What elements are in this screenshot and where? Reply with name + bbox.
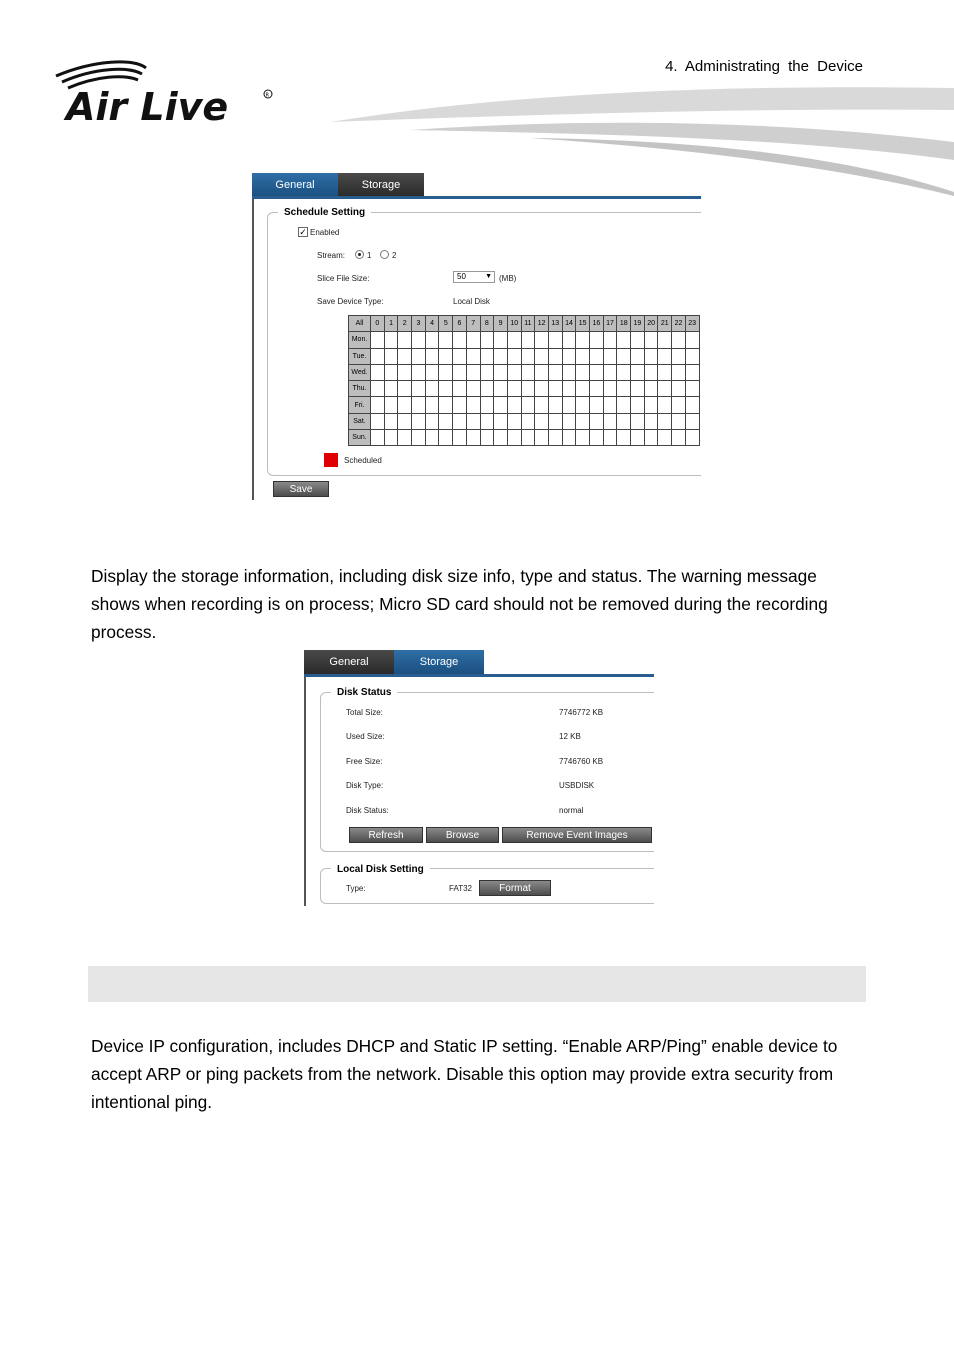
grid-slot-cell[interactable]	[658, 381, 672, 397]
section-heading-bar	[88, 966, 866, 1002]
used-size-value: 12 KB	[559, 732, 581, 741]
disk-status-label: Disk Status:	[346, 806, 389, 815]
grid-slot-cell[interactable]	[685, 430, 699, 446]
grid-slot-cell[interactable]	[398, 397, 412, 413]
grid-slot-cell[interactable]	[617, 364, 631, 380]
grid-slot-cell[interactable]	[521, 364, 535, 380]
grid-slot-cell[interactable]	[439, 332, 453, 348]
grid-slot-cell[interactable]	[507, 364, 521, 380]
grid-slot-cell[interactable]	[603, 364, 617, 380]
grid-slot-cell[interactable]	[371, 332, 385, 348]
tab-general[interactable]: General	[252, 173, 338, 197]
grid-slot-cell[interactable]	[548, 364, 562, 380]
grid-day-header[interactable]: Wed.	[349, 364, 371, 380]
slice-unit-label: (MB)	[499, 274, 517, 283]
grid-slot-cell[interactable]	[480, 430, 494, 446]
grid-slot-cell[interactable]	[617, 381, 631, 397]
grid-slot-cell[interactable]	[398, 413, 412, 429]
grid-slot-cell[interactable]	[480, 381, 494, 397]
schedule-setting-legend: Schedule Setting	[278, 207, 371, 218]
save-device-type-value: Local Disk	[453, 297, 490, 306]
grid-slot-cell[interactable]	[658, 430, 672, 446]
grid-slot-cell[interactable]	[644, 413, 658, 429]
grid-slot-cell[interactable]	[672, 397, 686, 413]
grid-slot-cell[interactable]	[535, 430, 549, 446]
grid-slot-cell[interactable]	[562, 413, 576, 429]
grid-day-header[interactable]: Thu.	[349, 381, 371, 397]
storage-screenshot	[304, 650, 654, 906]
grid-slot-cell[interactable]	[371, 413, 385, 429]
grid-slot-cell[interactable]	[562, 397, 576, 413]
grid-slot-cell[interactable]	[685, 381, 699, 397]
svg-text:Air Live: Air Live	[66, 85, 229, 126]
grid-slot-cell[interactable]	[466, 348, 480, 364]
grid-hour-header[interactable]: 17	[603, 316, 617, 332]
grid-slot-cell[interactable]	[412, 413, 426, 429]
grid-slot-cell[interactable]	[384, 332, 398, 348]
grid-hour-header[interactable]: 5	[439, 316, 453, 332]
grid-day-header[interactable]: Mon.	[349, 332, 371, 348]
grid-slot-cell[interactable]	[672, 430, 686, 446]
grid-slot-cell[interactable]	[576, 430, 590, 446]
grid-slot-cell[interactable]	[576, 381, 590, 397]
slice-file-size-label: Slice File Size:	[317, 274, 370, 283]
grid-slot-cell[interactable]	[548, 430, 562, 446]
scheduled-color-swatch	[324, 453, 338, 467]
grid-hour-header[interactable]: 21	[658, 316, 672, 332]
grid-slot-cell[interactable]	[507, 397, 521, 413]
grid-slot-cell[interactable]	[685, 348, 699, 364]
grid-slot-cell[interactable]	[384, 348, 398, 364]
grid-slot-cell[interactable]	[548, 397, 562, 413]
grid-slot-cell[interactable]	[521, 332, 535, 348]
grid-slot-cell[interactable]	[535, 364, 549, 380]
grid-hour-header[interactable]: 11	[521, 316, 535, 332]
grid-slot-cell[interactable]	[576, 397, 590, 413]
grid-slot-cell[interactable]	[644, 332, 658, 348]
grid-slot-cell[interactable]	[617, 332, 631, 348]
local-disk-setting-legend: Local Disk Setting	[331, 864, 430, 875]
grid-slot-cell[interactable]	[425, 364, 439, 380]
grid-slot-cell[interactable]	[439, 348, 453, 364]
tab-underline	[252, 196, 701, 199]
grid-slot-cell[interactable]	[466, 413, 480, 429]
grid-slot-cell[interactable]	[371, 397, 385, 413]
grid-slot-cell[interactable]	[466, 332, 480, 348]
grid-slot-cell[interactable]	[384, 397, 398, 413]
format-button[interactable]: Format	[479, 880, 551, 896]
grid-slot-cell[interactable]	[521, 397, 535, 413]
grid-slot-cell[interactable]	[507, 348, 521, 364]
grid-hour-header[interactable]: 16	[590, 316, 604, 332]
grid-slot-cell[interactable]	[412, 381, 426, 397]
grid-slot-cell[interactable]	[480, 348, 494, 364]
grid-slot-cell[interactable]	[480, 397, 494, 413]
grid-slot-cell[interactable]	[439, 397, 453, 413]
grid-slot-cell[interactable]	[644, 397, 658, 413]
grid-slot-cell[interactable]	[590, 348, 604, 364]
grid-slot-cell[interactable]	[603, 413, 617, 429]
grid-hour-header[interactable]: 14	[562, 316, 576, 332]
scheduled-legend-label: Scheduled	[344, 456, 382, 465]
grid-hour-header[interactable]: 15	[576, 316, 590, 332]
grid-slot-cell[interactable]	[562, 364, 576, 380]
grid-slot-cell[interactable]	[453, 348, 467, 364]
stream-2-label: 2	[392, 251, 397, 260]
grid-slot-cell[interactable]	[631, 430, 645, 446]
grid-slot-cell[interactable]	[412, 397, 426, 413]
grid-slot-cell[interactable]	[425, 413, 439, 429]
grid-slot-cell[interactable]	[658, 397, 672, 413]
disk-type-value: USBDISK	[559, 781, 595, 790]
free-size-label: Free Size:	[346, 757, 383, 766]
grid-slot-cell[interactable]	[384, 381, 398, 397]
remove-event-images-button[interactable]: Remove Event Images	[502, 827, 652, 843]
grid-slot-cell[interactable]	[603, 348, 617, 364]
grid-slot-cell[interactable]	[398, 364, 412, 380]
grid-slot-cell[interactable]	[685, 332, 699, 348]
grid-hour-header[interactable]: 20	[644, 316, 658, 332]
grid-slot-cell[interactable]	[453, 364, 467, 380]
grid-slot-cell[interactable]	[466, 397, 480, 413]
airlive-logo	[54, 60, 284, 126]
grid-all-header[interactable]: All	[349, 316, 371, 332]
tab-storage[interactable]: Storage	[394, 650, 484, 674]
grid-hour-header[interactable]: 22	[672, 316, 686, 332]
grid-slot-cell[interactable]	[562, 381, 576, 397]
grid-slot-cell[interactable]	[480, 332, 494, 348]
grid-hour-header[interactable]: 6	[453, 316, 467, 332]
grid-slot-cell[interactable]	[507, 381, 521, 397]
grid-slot-cell[interactable]	[494, 364, 508, 380]
save-button[interactable]: Save	[273, 481, 329, 497]
svg-text:R: R	[265, 92, 269, 99]
grid-slot-cell[interactable]	[480, 413, 494, 429]
total-size-label: Total Size:	[346, 708, 383, 717]
grid-slot-cell[interactable]	[548, 348, 562, 364]
grid-slot-cell[interactable]	[548, 413, 562, 429]
grid-slot-cell[interactable]	[521, 348, 535, 364]
grid-slot-cell[interactable]	[453, 430, 467, 446]
grid-hour-header[interactable]: 2	[398, 316, 412, 332]
grid-hour-header[interactable]: 1	[384, 316, 398, 332]
grid-slot-cell[interactable]	[521, 413, 535, 429]
grid-slot-cell[interactable]	[507, 430, 521, 446]
grid-slot-cell[interactable]	[425, 332, 439, 348]
grid-slot-cell[interactable]	[603, 397, 617, 413]
browse-button[interactable]: Browse	[426, 827, 499, 843]
grid-slot-cell[interactable]	[617, 348, 631, 364]
free-size-value: 7746760 KB	[559, 757, 604, 766]
grid-slot-cell[interactable]	[453, 381, 467, 397]
schedule-settings-screenshot	[252, 167, 701, 500]
slice-file-size-select[interactable]	[453, 271, 495, 283]
used-size-label: Used Size:	[346, 732, 385, 741]
grid-slot-cell[interactable]	[576, 332, 590, 348]
grid-slot-cell[interactable]	[535, 348, 549, 364]
grid-slot-cell[interactable]	[453, 397, 467, 413]
grid-slot-cell[interactable]	[371, 381, 385, 397]
grid-slot-cell[interactable]	[644, 430, 658, 446]
grid-hour-header[interactable]: 0	[371, 316, 385, 332]
grid-slot-cell[interactable]	[371, 430, 385, 446]
grid-hour-header[interactable]: 12	[535, 316, 549, 332]
grid-slot-cell[interactable]	[631, 381, 645, 397]
chevron-down-icon: ▼	[485, 273, 492, 280]
grid-slot-cell[interactable]	[617, 397, 631, 413]
stream-label: Stream:	[317, 251, 346, 260]
grid-slot-cell[interactable]	[384, 430, 398, 446]
grid-slot-cell[interactable]	[521, 381, 535, 397]
grid-slot-cell[interactable]	[494, 381, 508, 397]
grid-slot-cell[interactable]	[672, 332, 686, 348]
disk-status-value: normal	[559, 806, 584, 815]
grid-slot-cell[interactable]	[576, 413, 590, 429]
grid-slot-cell[interactable]	[631, 348, 645, 364]
grid-hour-header[interactable]: 4	[425, 316, 439, 332]
grid-slot-cell[interactable]	[590, 397, 604, 413]
grid-slot-cell[interactable]	[658, 332, 672, 348]
grid-hour-header[interactable]: 23	[685, 316, 699, 332]
tab-storage[interactable]: Storage	[338, 173, 424, 197]
grid-day-header[interactable]: Fri.	[349, 397, 371, 413]
grid-slot-cell[interactable]	[617, 413, 631, 429]
grid-slot-cell[interactable]	[412, 332, 426, 348]
grid-slot-cell[interactable]	[590, 364, 604, 380]
grid-slot-cell[interactable]	[562, 332, 576, 348]
grid-slot-cell[interactable]	[439, 381, 453, 397]
grid-slot-cell[interactable]	[371, 364, 385, 380]
grid-slot-cell[interactable]	[685, 413, 699, 429]
grid-hour-header[interactable]: 19	[631, 316, 645, 332]
grid-slot-cell[interactable]	[384, 413, 398, 429]
grid-slot-cell[interactable]	[412, 364, 426, 380]
enabled-checkbox[interactable]: ✓	[299, 227, 307, 237]
grid-slot-cell[interactable]	[371, 348, 385, 364]
grid-slot-cell[interactable]	[631, 413, 645, 429]
tab-general[interactable]: General	[304, 650, 394, 674]
grid-slot-cell[interactable]	[562, 348, 576, 364]
grid-slot-cell[interactable]	[603, 430, 617, 446]
grid-hour-header[interactable]: 9	[494, 316, 508, 332]
grid-slot-cell[interactable]	[631, 332, 645, 348]
grid-hour-header[interactable]: 10	[507, 316, 521, 332]
disk-type-label: Disk Type:	[346, 781, 384, 790]
grid-slot-cell[interactable]	[658, 413, 672, 429]
grid-slot-cell[interactable]	[562, 430, 576, 446]
grid-slot-cell[interactable]	[521, 430, 535, 446]
grid-slot-cell[interactable]	[590, 413, 604, 429]
grid-slot-cell[interactable]	[466, 430, 480, 446]
grid-slot-cell[interactable]	[617, 430, 631, 446]
panel-left-border	[252, 199, 254, 500]
grid-slot-cell[interactable]	[466, 364, 480, 380]
grid-slot-cell[interactable]	[535, 413, 549, 429]
stream-2-radio[interactable]	[380, 250, 389, 259]
grid-slot-cell[interactable]	[535, 332, 549, 348]
grid-slot-cell[interactable]	[535, 397, 549, 413]
grid-slot-cell[interactable]	[672, 348, 686, 364]
grid-slot-cell[interactable]	[439, 413, 453, 429]
grid-hour-header[interactable]: 7	[466, 316, 480, 332]
grid-slot-cell[interactable]	[672, 413, 686, 429]
grid-slot-cell[interactable]	[535, 381, 549, 397]
grid-slot-cell[interactable]	[548, 332, 562, 348]
grid-slot-cell[interactable]	[644, 364, 658, 380]
grid-slot-cell[interactable]	[425, 430, 439, 446]
grid-slot-cell[interactable]	[576, 364, 590, 380]
grid-hour-header[interactable]: 13	[548, 316, 562, 332]
grid-day-header[interactable]: Sun.	[349, 430, 371, 446]
total-size-value: 7746772 KB	[559, 708, 604, 717]
grid-slot-cell[interactable]	[384, 364, 398, 380]
grid-slot-cell[interactable]	[644, 348, 658, 364]
grid-slot-cell[interactable]	[631, 397, 645, 413]
grid-slot-cell[interactable]	[398, 430, 412, 446]
grid-slot-cell[interactable]	[631, 364, 645, 380]
grid-slot-cell[interactable]	[658, 364, 672, 380]
grid-slot-cell[interactable]	[507, 332, 521, 348]
chapter-heading: 4. Administrating the Device	[665, 58, 863, 75]
grid-hour-header[interactable]: 3	[412, 316, 426, 332]
type-label: Type:	[346, 884, 366, 893]
refresh-button[interactable]: Refresh	[349, 827, 423, 843]
grid-slot-cell[interactable]	[494, 332, 508, 348]
grid-slot-cell[interactable]	[644, 381, 658, 397]
grid-slot-cell[interactable]	[480, 364, 494, 380]
grid-slot-cell[interactable]	[453, 332, 467, 348]
grid-slot-cell[interactable]	[548, 381, 562, 397]
storage-description-paragraph: Display the storage information, including disk size info, type and status. The warning message shows when recording is on process; Micro SD card should not be removed during the recording process.	[91, 566, 828, 642]
grid-slot-cell[interactable]	[603, 332, 617, 348]
slice-file-size-value: 50	[457, 272, 466, 281]
schedule-grid	[348, 315, 700, 446]
grid-slot-cell[interactable]	[494, 413, 508, 429]
tab-underline	[304, 674, 654, 677]
ip-configuration-paragraph: Device IP configuration, includes DHCP and Static IP setting. “Enable ARP/Ping” enable device to accept ARP or ping packets from the network. Disable this option may provide extra security from intentional ping.	[91, 1036, 838, 1112]
grid-slot-cell[interactable]	[507, 413, 521, 429]
grid-slot-cell[interactable]	[439, 430, 453, 446]
grid-slot-cell[interactable]	[425, 381, 439, 397]
grid-slot-cell[interactable]	[398, 332, 412, 348]
grid-day-header[interactable]: Tue.	[349, 348, 371, 364]
grid-slot-cell[interactable]	[425, 348, 439, 364]
stream-1-label: 1	[367, 251, 372, 260]
grid-slot-cell[interactable]	[590, 332, 604, 348]
grid-hour-header[interactable]: 18	[617, 316, 631, 332]
grid-slot-cell[interactable]	[672, 381, 686, 397]
type-value: FAT32	[449, 884, 472, 893]
enabled-label: Enabled	[310, 228, 340, 237]
grid-slot-cell[interactable]	[439, 364, 453, 380]
grid-slot-cell[interactable]	[685, 397, 699, 413]
grid-slot-cell[interactable]	[398, 348, 412, 364]
grid-slot-cell[interactable]	[494, 348, 508, 364]
grid-slot-cell[interactable]	[603, 381, 617, 397]
grid-slot-cell[interactable]	[672, 364, 686, 380]
grid-slot-cell[interactable]	[466, 381, 480, 397]
panel-left-border	[304, 677, 306, 906]
save-device-type-label: Save Device Type:	[317, 297, 384, 306]
grid-slot-cell[interactable]	[658, 348, 672, 364]
grid-slot-cell[interactable]	[425, 397, 439, 413]
grid-slot-cell[interactable]	[412, 430, 426, 446]
grid-hour-header[interactable]: 8	[480, 316, 494, 332]
grid-slot-cell[interactable]	[412, 348, 426, 364]
grid-slot-cell[interactable]	[453, 413, 467, 429]
disk-status-legend: Disk Status	[331, 687, 397, 698]
grid-slot-cell[interactable]	[590, 430, 604, 446]
grid-slot-cell[interactable]	[398, 381, 412, 397]
grid-slot-cell[interactable]	[576, 348, 590, 364]
grid-slot-cell[interactable]	[494, 430, 508, 446]
grid-slot-cell[interactable]	[494, 397, 508, 413]
stream-1-radio[interactable]	[355, 250, 364, 259]
grid-day-header[interactable]: Sat.	[349, 413, 371, 429]
grid-slot-cell[interactable]	[685, 364, 699, 380]
grid-slot-cell[interactable]	[590, 381, 604, 397]
